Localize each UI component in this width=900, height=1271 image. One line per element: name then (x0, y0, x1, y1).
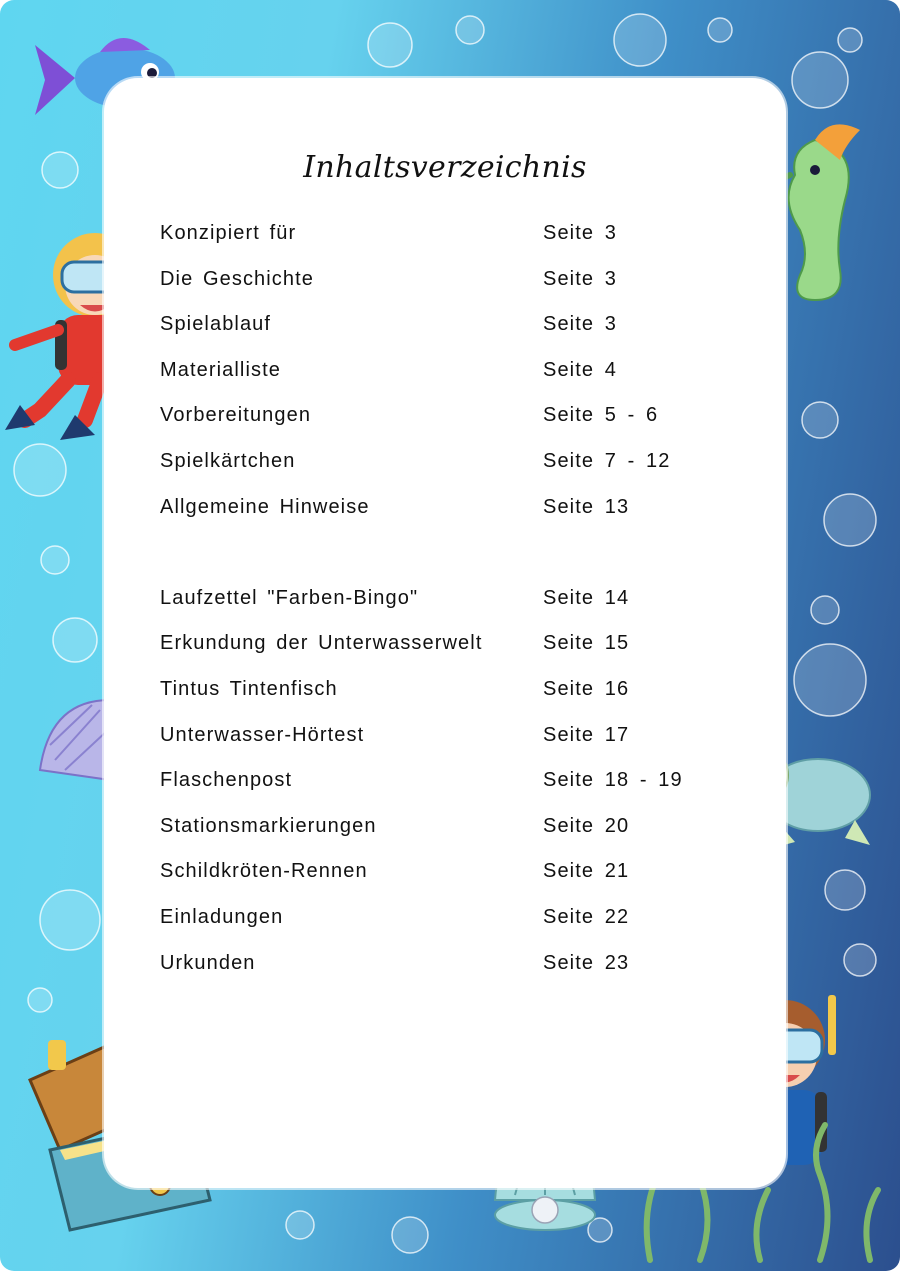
toc-entry-page: Seite 3 (543, 313, 617, 336)
toc-entry-label: Materialliste (160, 358, 281, 381)
toc-entry-page: Seite 16 (543, 677, 630, 700)
toc-entry-label: Spielablauf (160, 313, 272, 336)
toc-entry-label: Urkunden (160, 951, 256, 974)
toc-entry-label: Flaschenpost (160, 769, 293, 792)
toc-entry-label: Laufzettel "Farben-Bingo" (160, 586, 419, 609)
toc-row (160, 628, 720, 674)
toc-entry-page: Seite 20 (543, 814, 630, 837)
toc-entry-label: Stationsmarkierungen (160, 814, 377, 837)
toc-row (160, 264, 720, 310)
toc-entry-label: Erkundung der Unterwasserwelt (160, 632, 483, 655)
toc-entry-page: Seite 22 (543, 905, 630, 928)
toc-entry-label: Einladungen (160, 905, 284, 928)
toc-entry-page: Seite 5 - 6 (543, 404, 659, 427)
toc-row (160, 583, 720, 629)
toc-entry-page: Seite 13 (543, 495, 630, 518)
toc-entry-page: Seite 3 (543, 267, 617, 290)
table-of-contents (160, 218, 720, 993)
toc-entry-label: Schildkröten-Rennen (160, 860, 368, 883)
toc-entry-page: Seite 18 - 19 (543, 769, 683, 792)
toc-row (160, 355, 720, 401)
toc-row (160, 720, 720, 766)
toc-row (160, 400, 720, 446)
toc-entry-label: Unterwasser-Hörtest (160, 723, 365, 746)
toc-entry-page: Seite 15 (543, 632, 630, 655)
toc-entry-label: Die Geschichte (160, 267, 315, 290)
toc-row (160, 902, 720, 948)
toc-row (160, 309, 720, 355)
toc-section-spacer (160, 537, 720, 583)
toc-row (160, 218, 720, 264)
toc-entry-label: Vorbereitungen (160, 404, 312, 427)
toc-row (160, 856, 720, 902)
toc-entry-label: Tintus Tintenfisch (160, 677, 338, 700)
toc-entry-label: Konzipiert für (160, 222, 297, 244)
toc-entry-page: Seite 23 (543, 951, 630, 974)
toc-entry-page: Seite 14 (543, 586, 630, 609)
toc-row (160, 948, 720, 994)
toc-entry-page: Seite 3 (543, 222, 617, 244)
toc-row (160, 811, 720, 857)
toc-entry-page: Seite 7 - 12 (543, 449, 671, 472)
toc-entry-page: Seite 4 (543, 358, 617, 381)
page-title: Inhaltsverzeichnis (303, 150, 587, 185)
toc-entry-page: Seite 21 (543, 860, 630, 883)
toc-entry-page: Seite 17 (543, 723, 630, 746)
toc-row (160, 765, 720, 811)
toc-entry-label: Allgemeine Hinweise (160, 495, 370, 518)
toc-entry-label: Spielkärtchen (160, 449, 296, 472)
toc-row (160, 492, 720, 538)
toc-row (160, 674, 720, 720)
toc-row (160, 446, 720, 492)
